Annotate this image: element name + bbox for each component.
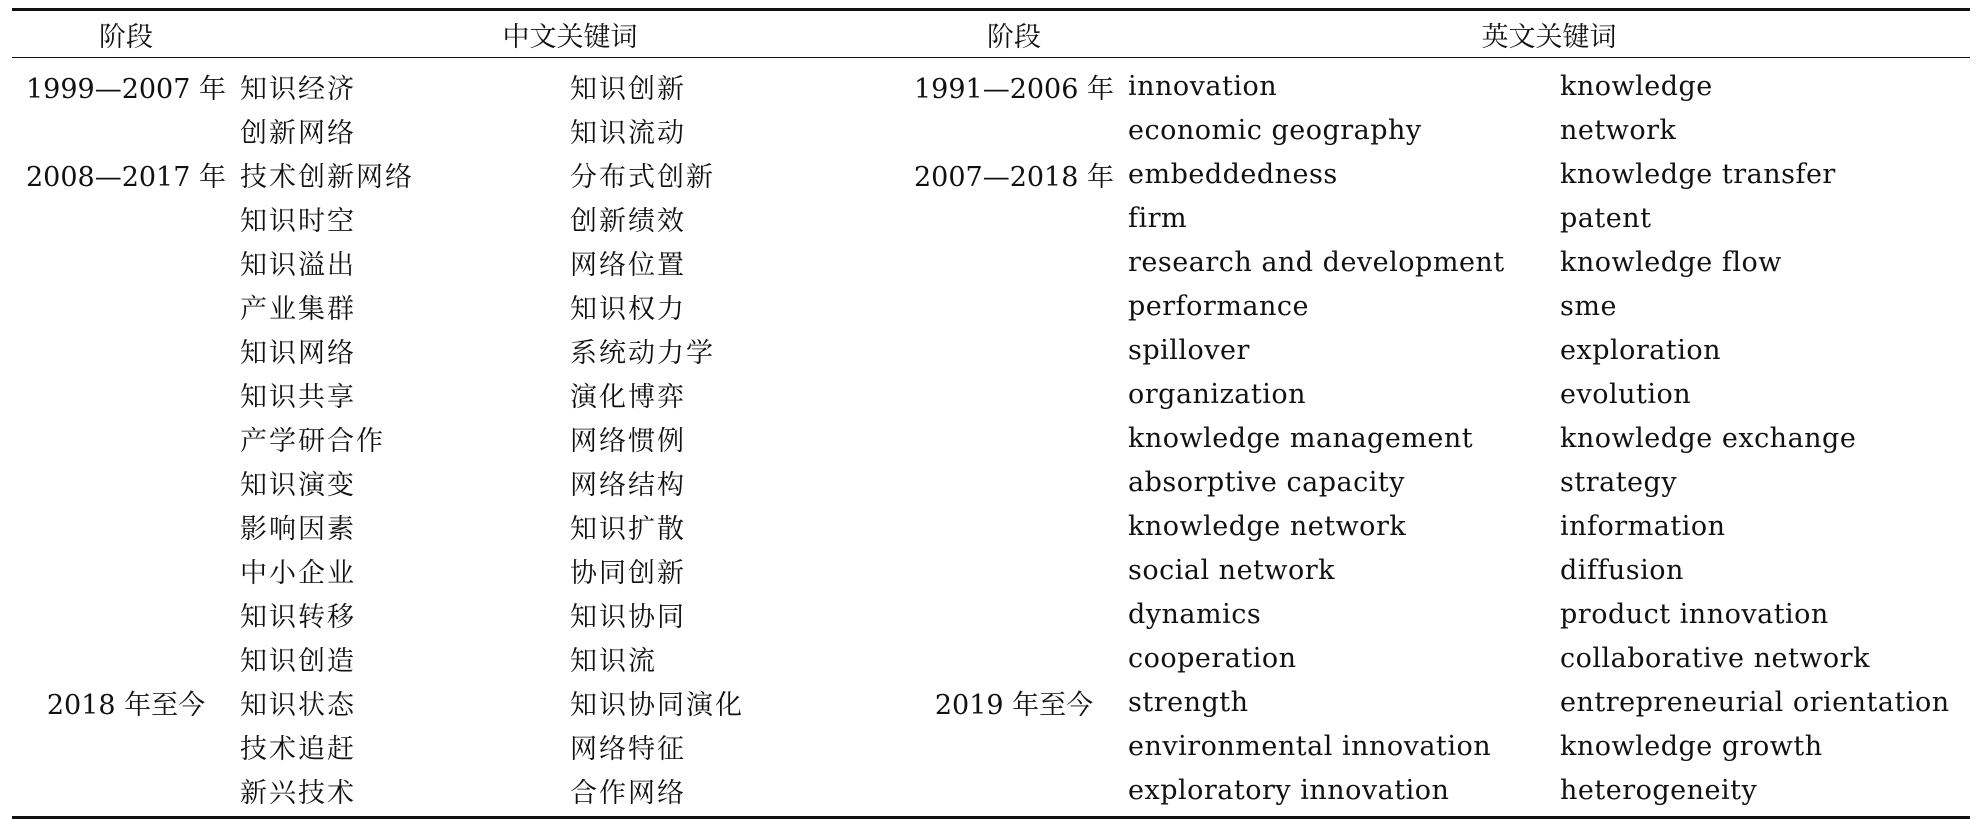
stage-zh-cell bbox=[12, 108, 240, 152]
zh-keyword-cell: 知识演变 bbox=[240, 469, 356, 501]
zh-keyword-cell: 知识网络 bbox=[240, 337, 356, 369]
en-keyword-cell: product innovation bbox=[1560, 598, 1829, 630]
stage-en-cell bbox=[900, 196, 1128, 240]
table-row bbox=[12, 328, 1970, 372]
zh-keyword-cell: 合作网络 bbox=[570, 777, 686, 809]
table-body bbox=[12, 58, 1970, 818]
en-keyword-cell: economic geography bbox=[1128, 114, 1422, 146]
stage-zh-cell bbox=[12, 548, 240, 592]
zh-keyword-cell: 技术追赶 bbox=[240, 733, 356, 765]
zh-keyword-cell: 系统动力学 bbox=[570, 337, 715, 369]
en-keyword-cell: patent bbox=[1560, 202, 1652, 234]
en-keyword-cell: knowledge flow bbox=[1560, 246, 1782, 278]
stage-en-cell bbox=[900, 592, 1128, 636]
table-row bbox=[12, 724, 1970, 768]
zh-keyword-cell: 分布式创新 bbox=[570, 161, 715, 193]
stage-en-cell bbox=[900, 768, 1128, 818]
table-row bbox=[12, 548, 1970, 592]
stage-en-cell bbox=[900, 416, 1128, 460]
stage-en-cell: 1991—2006 年 bbox=[913, 73, 1114, 105]
stage-zh-cell: 2018 年至今 bbox=[46, 689, 206, 721]
en-keyword-cell: firm bbox=[1128, 202, 1188, 234]
table-row bbox=[12, 108, 1970, 152]
zh-keyword-cell: 知识时空 bbox=[240, 205, 356, 237]
en-keyword-cell: entrepreneurial orientation bbox=[1560, 686, 1950, 718]
en-keyword-cell: strategy bbox=[1560, 466, 1678, 498]
en-keyword-cell: performance bbox=[1128, 290, 1310, 322]
zh-keyword-cell: 影响因素 bbox=[240, 513, 356, 545]
zh-keyword-cell: 产业集群 bbox=[240, 293, 356, 325]
zh-keyword-cell: 知识溢出 bbox=[240, 249, 356, 281]
stage-zh-cell bbox=[12, 240, 240, 284]
table-row bbox=[12, 504, 1970, 548]
en-keyword-cell: innovation bbox=[1128, 70, 1278, 102]
table-row bbox=[12, 196, 1970, 240]
stage-zh-cell bbox=[12, 592, 240, 636]
en-keyword-cell: embeddedness bbox=[1128, 158, 1338, 190]
table-row bbox=[12, 284, 1970, 328]
stage-zh-cell: 2008—2017 年 bbox=[25, 161, 226, 193]
zh-keyword-cell: 网络结构 bbox=[570, 469, 686, 501]
zh-keyword-cell: 知识状态 bbox=[240, 689, 356, 721]
zh-keyword-cell: 知识创造 bbox=[240, 645, 356, 677]
stage-zh-cell bbox=[12, 284, 240, 328]
stage-en-cell: 2019 年至今 bbox=[934, 689, 1094, 721]
stage-zh-cell bbox=[12, 724, 240, 768]
en-keyword-cell: knowledge management bbox=[1128, 422, 1474, 454]
stage-en-cell bbox=[900, 328, 1128, 372]
zh-keyword-cell: 网络特征 bbox=[570, 733, 686, 765]
zh-keyword-cell: 知识转移 bbox=[240, 601, 356, 633]
en-keyword-cell: environmental innovation bbox=[1128, 730, 1492, 762]
stage-en-cell bbox=[900, 724, 1128, 768]
en-keyword-cell: absorptive capacity bbox=[1128, 466, 1405, 498]
stage-en-cell bbox=[900, 460, 1128, 504]
en-keyword-cell: information bbox=[1560, 510, 1726, 542]
zh-keyword-cell: 协同创新 bbox=[570, 557, 686, 589]
zh-keyword-cell: 知识协同 bbox=[570, 601, 686, 633]
zh-keyword-cell: 中小企业 bbox=[240, 557, 356, 589]
zh-keyword-cell: 知识共享 bbox=[240, 381, 356, 413]
header-stage-en: 阶段 bbox=[987, 21, 1041, 53]
table-row bbox=[12, 372, 1970, 416]
table-row bbox=[12, 58, 1970, 109]
stage-en-cell bbox=[900, 284, 1128, 328]
stage-zh-cell: 1999—2007 年 bbox=[25, 73, 226, 105]
en-keyword-cell: knowledge bbox=[1560, 70, 1713, 102]
stage-zh-cell bbox=[12, 636, 240, 680]
table-row bbox=[12, 592, 1970, 636]
en-keyword-cell: heterogeneity bbox=[1560, 774, 1758, 806]
stage-en-cell bbox=[900, 548, 1128, 592]
header-keywords-zh: 中文关键词 bbox=[502, 21, 638, 53]
en-keyword-cell: strength bbox=[1128, 686, 1249, 718]
zh-keyword-cell: 知识权力 bbox=[570, 293, 686, 325]
table-row bbox=[12, 460, 1970, 504]
table-row bbox=[12, 636, 1970, 680]
en-keyword-cell: cooperation bbox=[1128, 642, 1297, 674]
zh-keyword-cell: 技术创新网络 bbox=[240, 161, 414, 193]
stage-zh-cell bbox=[12, 768, 240, 818]
zh-keyword-cell: 演化博弈 bbox=[570, 381, 686, 413]
en-keyword-cell: social network bbox=[1128, 554, 1336, 586]
en-keyword-cell: spillover bbox=[1128, 334, 1250, 366]
zh-keyword-cell: 知识协同演化 bbox=[570, 689, 744, 721]
stage-en-cell bbox=[900, 108, 1128, 152]
keyword-table bbox=[12, 8, 1970, 819]
stage-zh-cell bbox=[12, 196, 240, 240]
stage-zh-cell bbox=[12, 372, 240, 416]
zh-keyword-cell: 创新绩效 bbox=[570, 205, 686, 237]
zh-keyword-cell: 网络惯例 bbox=[570, 425, 686, 457]
en-keyword-cell: exploration bbox=[1560, 334, 1722, 366]
en-keyword-cell: knowledge transfer bbox=[1560, 158, 1836, 190]
zh-keyword-cell: 创新网络 bbox=[240, 117, 356, 149]
header-keywords-en: 英文关键词 bbox=[1481, 21, 1617, 53]
en-keyword-cell: knowledge exchange bbox=[1560, 422, 1857, 454]
stage-zh-cell bbox=[12, 460, 240, 504]
stage-zh-cell bbox=[12, 328, 240, 372]
table-row bbox=[12, 152, 1970, 196]
zh-keyword-cell: 知识创新 bbox=[570, 73, 686, 105]
table-row bbox=[12, 416, 1970, 460]
stage-en-cell bbox=[900, 240, 1128, 284]
en-keyword-cell: knowledge network bbox=[1128, 510, 1407, 542]
zh-keyword-cell: 知识经济 bbox=[240, 73, 356, 105]
stage-en-cell bbox=[900, 636, 1128, 680]
table-header-row bbox=[12, 10, 1970, 58]
stage-zh-cell bbox=[12, 504, 240, 548]
en-keyword-cell: exploratory innovation bbox=[1128, 774, 1450, 806]
en-keyword-cell: collaborative network bbox=[1560, 642, 1870, 674]
table-row bbox=[12, 768, 1970, 818]
en-keyword-cell: organization bbox=[1128, 378, 1307, 410]
table-row bbox=[12, 680, 1970, 724]
en-keyword-cell: sme bbox=[1560, 290, 1617, 322]
en-keyword-cell: dynamics bbox=[1128, 598, 1262, 630]
zh-keyword-cell: 知识扩散 bbox=[570, 513, 686, 545]
zh-keyword-cell: 知识流 bbox=[570, 645, 657, 677]
zh-keyword-cell: 网络位置 bbox=[570, 249, 686, 281]
keyword-table-container bbox=[12, 8, 1970, 819]
en-keyword-cell: research and development bbox=[1128, 246, 1505, 278]
zh-keyword-cell: 知识流动 bbox=[570, 117, 686, 149]
zh-keyword-cell: 产学研合作 bbox=[240, 425, 385, 457]
table-row bbox=[12, 240, 1970, 284]
zh-keyword-cell: 新兴技术 bbox=[240, 777, 356, 809]
stage-en-cell bbox=[900, 372, 1128, 416]
header-stage-zh: 阶段 bbox=[99, 21, 153, 53]
stage-zh-cell bbox=[12, 416, 240, 460]
en-keyword-cell: diffusion bbox=[1560, 554, 1684, 586]
en-keyword-cell: network bbox=[1560, 114, 1677, 146]
en-keyword-cell: knowledge growth bbox=[1560, 730, 1823, 762]
stage-en-cell: 2007—2018 年 bbox=[913, 161, 1114, 193]
en-keyword-cell: evolution bbox=[1560, 378, 1692, 410]
stage-en-cell bbox=[900, 504, 1128, 548]
